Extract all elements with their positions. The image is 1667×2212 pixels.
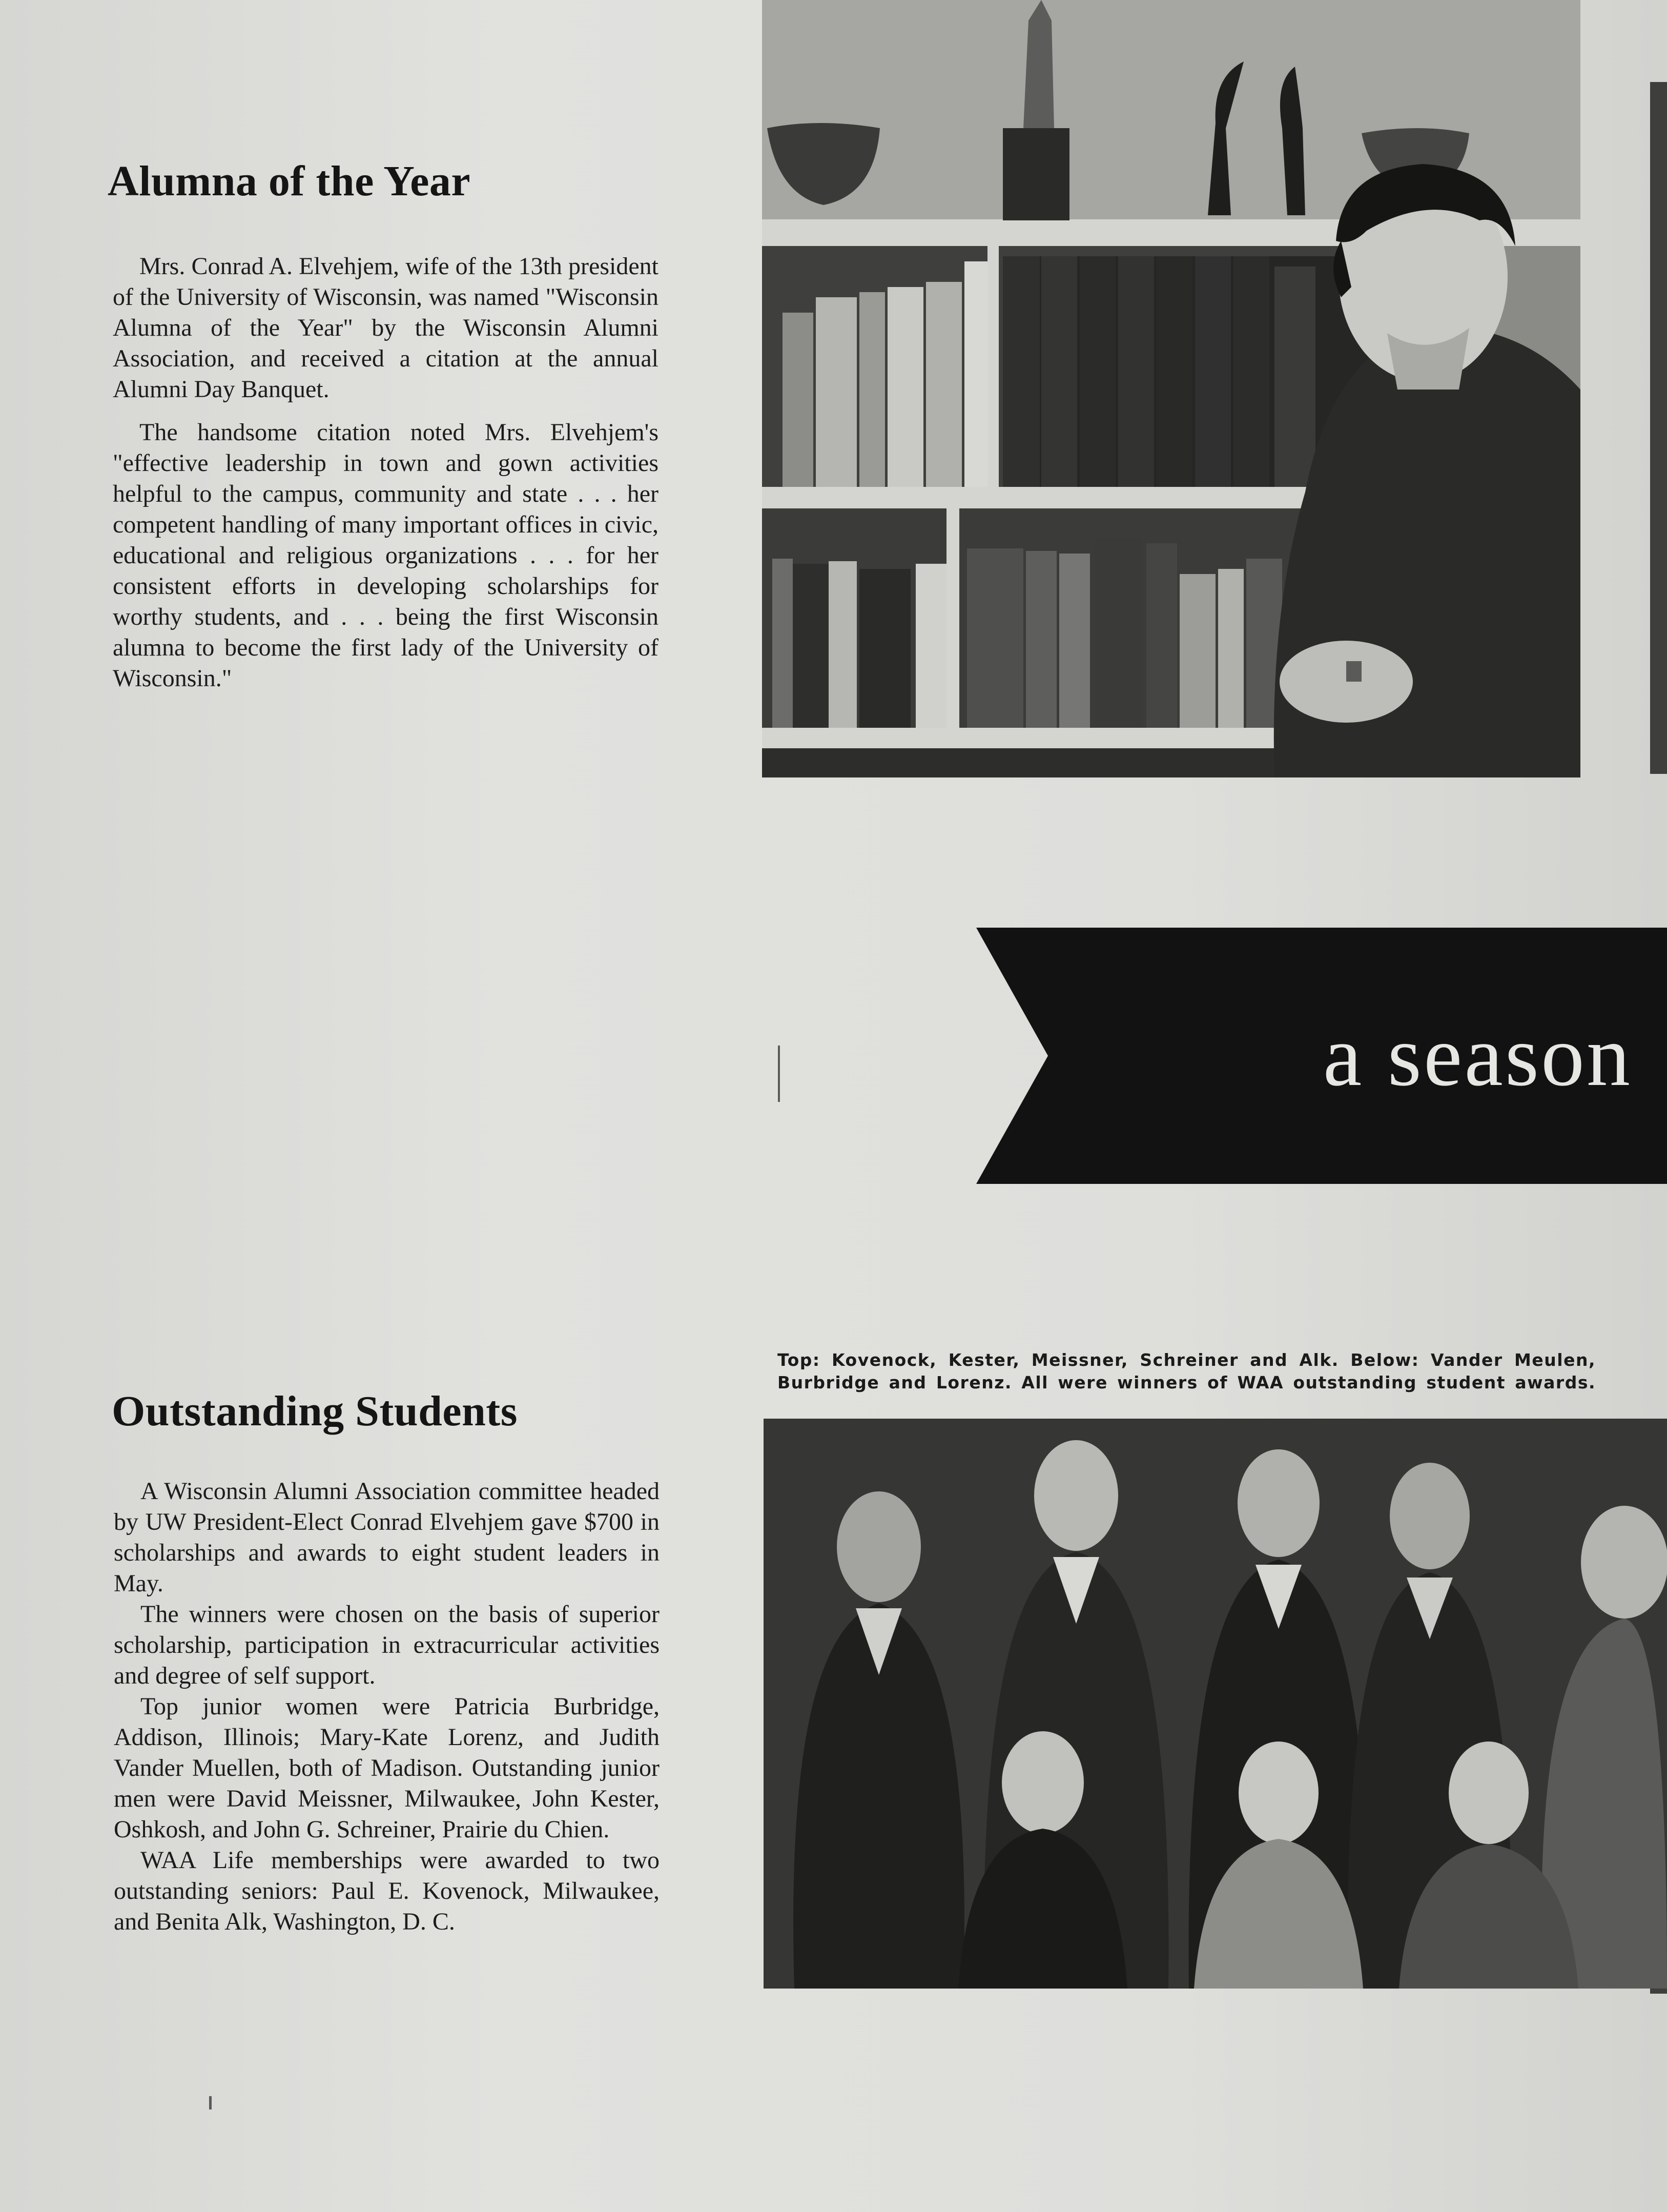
students-photo [764, 1419, 1667, 1989]
students-paragraph-3: Top junior women were Patricia Burbridge, Addison, Illinois; Mary-Kate Lorenz, and Judith Vander Muellen, both of Madison. Outstanding junior men were David Meissner, Milwaukee, John Kester, Oshkosh, and John G. Schreiner, Prairie du Chien. [114, 1693, 660, 1843]
print-mark-2 [209, 2096, 212, 2109]
facing-page-edge-top [1650, 82, 1667, 774]
students-photo-caption: Top: Kovenock, Kester, Meissner, Schreiner and Alk. Below: Vander Meulen, Burbridge and Lorenz. All were winners of WAA outstanding student awards. [777, 1350, 1596, 1392]
students-paragraph-1: A Wisconsin Alumni Association committee headed by UW President-Elect Conrad Elvehjem gave $700 in scholarships and awards to eight student leaders in May. [114, 1478, 660, 1597]
students-paragraph-2: The winners were chosen on the basis of superior scholarship, participation in extracurricular activities and degree of self support. [114, 1601, 660, 1689]
alumna-article [113, 251, 658, 706]
students-heading: Outstanding Students [112, 1387, 518, 1435]
alumna-photo-illustration [762, 0, 1580, 777]
alumna-paragraph-2: The handsome citation noted Mrs. Elvehjem's "effective leadership in town and gown activities helpful to the campus, community and state . . . her competent handling of many important offices in civic, educational and religious organizations . . . for her consistent efforts in developing scholarships for worthy students, and . . . being the first Wisconsin alumna to become the first lady of the University of Wisconsin." [113, 419, 658, 692]
print-mark-1 [778, 1046, 780, 1102]
alumna-heading: Alumna of the Year [108, 157, 471, 205]
students-photo-illustration [764, 1419, 1667, 1989]
alumna-paragraph-1: Mrs. Conrad A. Elvehjem, wife of the 13th president of the University of Wisconsin, was named "Wisconsin Alumna of the Year" by the Wisconsin Alumni Association, and received a citation at the annual Alumni Day Banquet. [113, 253, 658, 403]
alumna-photo [762, 0, 1580, 777]
banner-text: a season [1323, 1008, 1632, 1104]
season-banner [976, 928, 1667, 1184]
students-paragraph-4: WAA Life memberships were awarded to two outstanding seniors: Paul E. Kovenock, Milwaukee, and Benita Alk, Washington, D. C. [114, 1847, 660, 1935]
students-article [114, 1476, 660, 1937]
